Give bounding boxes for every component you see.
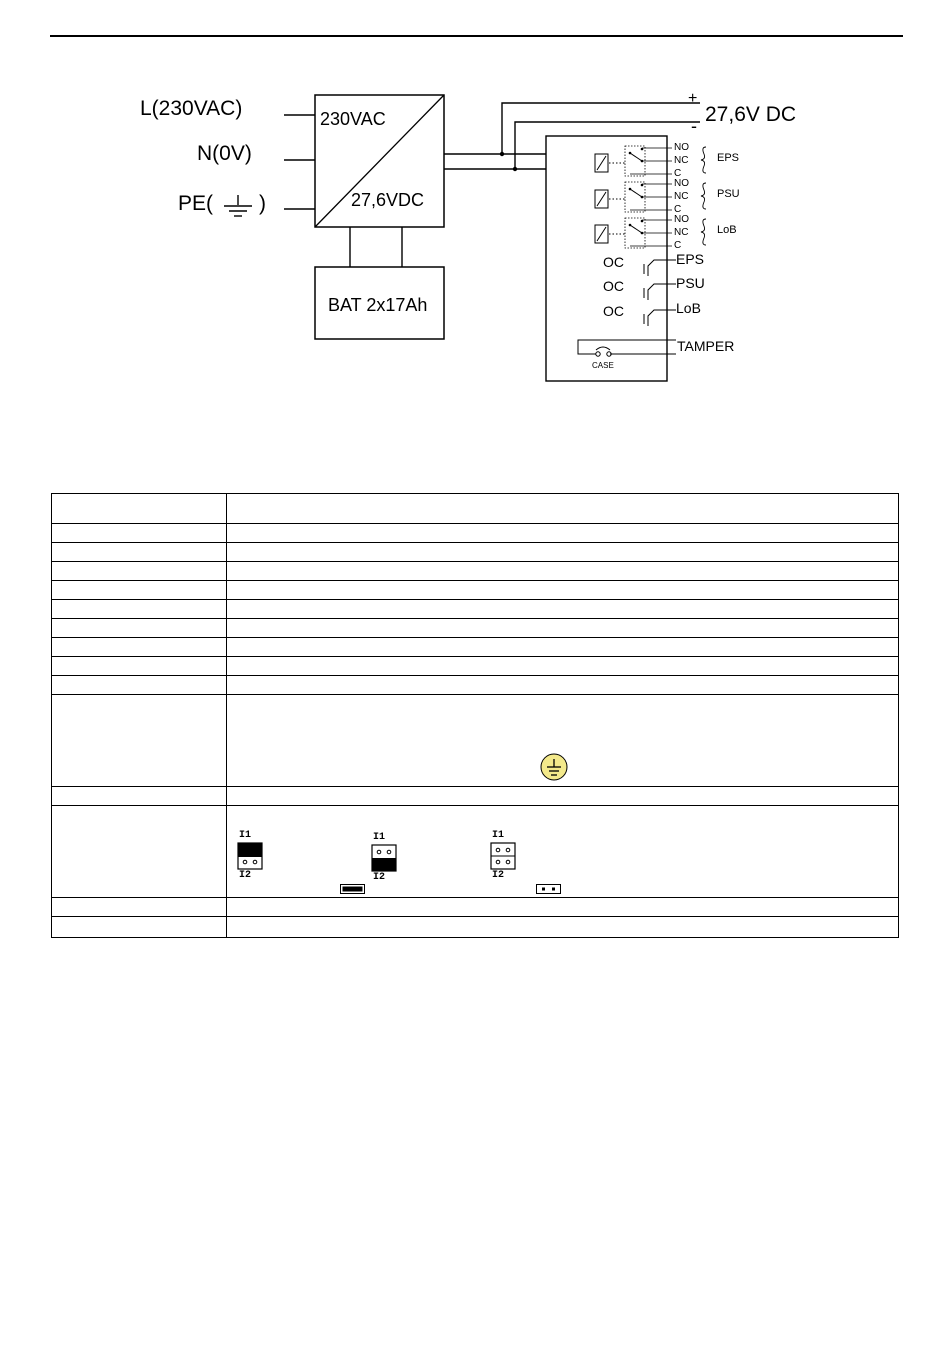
- eps-no-label: NO: [674, 142, 689, 153]
- oc-output-psu: PSU: [676, 275, 705, 291]
- jumper-closed-icon: [340, 884, 365, 894]
- label-pe-input: PE(: [178, 192, 214, 215]
- table-row: [52, 638, 899, 657]
- jumper-3-top-label: I1: [492, 830, 505, 841]
- table-row: [52, 898, 899, 917]
- oc-label-psu: OC: [603, 278, 624, 294]
- lob-no-label: NO: [674, 214, 689, 225]
- eps-c-label: C: [674, 168, 682, 179]
- psu-nc-label: NC: [674, 191, 689, 202]
- psu-group-label: PSU: [717, 188, 740, 200]
- table-row: [52, 524, 899, 543]
- psu-c-label: C: [674, 204, 682, 215]
- tamper-label: TAMPER: [677, 338, 735, 354]
- case-label: CASE: [592, 361, 614, 370]
- table-row: [52, 657, 899, 676]
- label-pe-close: ): [259, 192, 266, 215]
- label-l-input: L(230VAC): [140, 97, 243, 120]
- psu-no-label: NO: [674, 178, 689, 189]
- jumper-config-2: [371, 832, 401, 884]
- jumper-2-bottom-label: I2: [373, 872, 386, 883]
- ground-symbol-icon: [224, 195, 252, 216]
- transistor-icons: [644, 260, 676, 326]
- output-plus-label: +: [688, 90, 698, 107]
- jumper-1-bottom-label: I2: [239, 870, 252, 881]
- label-n-input: N(0V): [197, 142, 252, 165]
- protective-earth-icon: [540, 753, 568, 781]
- table-row: [52, 581, 899, 600]
- eps-group-label: EPS: [717, 152, 740, 164]
- lob-brace-icon: [701, 219, 706, 245]
- battery-label: BAT 2x17Ah: [328, 295, 428, 315]
- table-row: [52, 806, 899, 898]
- oc-label-eps: OC: [603, 254, 624, 270]
- tamper-switch: [578, 340, 676, 356]
- relay-group-psu: [595, 182, 672, 212]
- table-row: [52, 676, 899, 695]
- table-row: [52, 494, 899, 524]
- table-row: [52, 543, 899, 562]
- jumper-2-pins-icon: [371, 844, 397, 872]
- jumper-1-pins-icon: [237, 842, 263, 870]
- output-voltage-label: 27,6V DC: [705, 103, 797, 126]
- jumper-config-3: [490, 830, 520, 882]
- jumper-3-bottom-label: I2: [492, 870, 505, 881]
- jumper-3-pins-icon: [490, 842, 516, 870]
- table-row: [52, 917, 899, 938]
- oc-output-lob: LoB: [676, 300, 701, 316]
- block-diagram: [0, 0, 950, 400]
- jumper-2-top-label: I1: [373, 832, 386, 843]
- output-minus-label: -: [691, 116, 697, 136]
- eps-nc-label: NC: [674, 155, 689, 166]
- oc-label-lob: OC: [603, 303, 624, 319]
- relay-group-eps: [595, 146, 672, 176]
- converter-input-label: 230VAC: [320, 109, 386, 129]
- relay-group-lob: [595, 218, 672, 248]
- lob-c-label: C: [674, 240, 682, 251]
- table-row: [52, 600, 899, 619]
- eps-brace-icon: [701, 147, 706, 173]
- lob-group-label: LoB: [717, 224, 737, 236]
- table-row: [52, 562, 899, 581]
- table-row: [52, 695, 899, 787]
- jumper-1-top-label: I1: [239, 830, 252, 841]
- lob-nc-label: NC: [674, 227, 689, 238]
- jumper-open-icon: [536, 884, 561, 894]
- table-row: [52, 787, 899, 806]
- jumper-config-1: [237, 830, 267, 882]
- spec-table: [51, 493, 899, 938]
- psu-brace-icon: [701, 183, 706, 209]
- converter-output-label: 27,6VDC: [351, 190, 425, 210]
- table-row: [52, 619, 899, 638]
- oc-output-eps: EPS: [676, 251, 705, 267]
